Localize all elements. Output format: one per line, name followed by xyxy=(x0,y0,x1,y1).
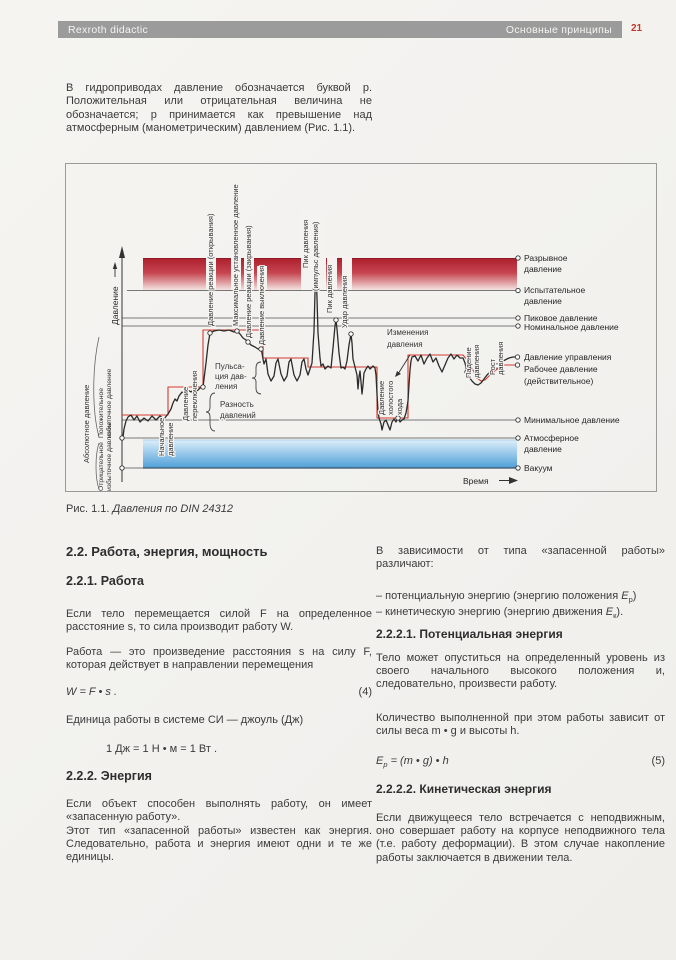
label-reaction-open: Давление реакции (открывания) xyxy=(206,213,215,326)
label-pulsation-2: ция дав- xyxy=(215,372,247,381)
heading-2-2-2-2: 2.2.2.2. Кинетическая энергия xyxy=(376,782,552,796)
energy-paragraph-1: Если объект способен выполнять работу, он имеет «запасенную работу». xyxy=(66,798,372,824)
formula-4-row xyxy=(66,686,372,699)
label-vacuum: Вакуум xyxy=(524,463,553,473)
kinetic-paragraph: Если движущееся тело встречается с неподвижным, оно совершает работу на корпусе неподвижного тела (т.е. работу деформации). В этом случае накопление работы заключается в движении тела. xyxy=(376,812,665,864)
label-pulsation-3: ления xyxy=(215,382,238,391)
x-axis-label: Время xyxy=(463,476,489,486)
energy-types-list xyxy=(376,590,665,623)
list-item-potential: – потенциальную энергию (энергию положения $E_р$) xyxy=(376,590,637,605)
time-axis xyxy=(499,477,518,484)
header-section-title: Основные принципы xyxy=(505,23,612,36)
formula-5: $E_р = (m$ • g) • h xyxy=(376,755,449,770)
stored-work-paragraph: В зависимости от типа «запасенной работы» различают: xyxy=(376,545,665,571)
vacuum-band xyxy=(143,440,517,468)
label-difference-1: Разность xyxy=(220,400,254,409)
label-initial-1: Начальное xyxy=(157,417,166,456)
label-absolute-pressure: Абсолютное давление xyxy=(82,384,91,463)
difference-brace xyxy=(206,393,215,431)
work-paragraph-3: Единица работы в системе СИ — джоуль (Дж) xyxy=(66,714,304,726)
formula-4-number: (4) xyxy=(358,686,372,698)
label-pulsation-1: Пульса- xyxy=(215,362,245,371)
header-brand: Rexroth didactic xyxy=(68,23,149,36)
pulsation-brace xyxy=(252,362,261,394)
label-initial-2: давление xyxy=(166,422,175,456)
label-positive-1: Положительное xyxy=(98,387,105,438)
joule-formula: 1 Дж = 1 Н • м = 1 Вт . xyxy=(106,743,217,755)
label-test-1: Испытательное xyxy=(524,285,586,295)
page-number: 21 xyxy=(631,23,643,34)
label-peak-impulse-1: Пик давления xyxy=(301,219,310,268)
heading-2-2: 2.2. Работа, энергия, мощность xyxy=(66,544,268,559)
label-switching-2: переключения xyxy=(190,370,199,421)
caption-title: Давления по DIN 24312 xyxy=(112,503,233,515)
label-idle-1: Давление xyxy=(377,380,386,415)
label-fall-1: Падение xyxy=(464,347,473,378)
label-difference-2: давлений xyxy=(220,411,256,420)
label-rise-1: Рост xyxy=(488,358,497,375)
heading-2-2-2-1: 2.2.2.1. Потенциальная энергия xyxy=(376,627,563,641)
energy-paragraph-2: Этот тип «запасенной работы» известен как энергия. Следовательно, работа и энергия имеют одни и те же единицы. xyxy=(66,825,372,864)
label-peak-level: Пиковое давление xyxy=(524,313,598,323)
formula-4: W = F • s . xyxy=(66,686,118,698)
formula-5-number: (5) xyxy=(651,755,665,767)
figure-caption xyxy=(66,503,233,515)
label-max-set: Максимальное установленное давление xyxy=(231,184,240,326)
label-idle-3: хода xyxy=(395,398,404,415)
pressure-diagram-figure xyxy=(65,163,657,492)
label-changes-2: давления xyxy=(387,340,423,349)
page-header-bar xyxy=(58,21,622,38)
label-shock: Удар давления xyxy=(340,275,349,328)
label-rise-2: давления xyxy=(496,341,505,375)
pressure-diagram-svg xyxy=(65,163,657,492)
work-paragraph-1: Если тело перемещается силой F на определенное расстояние s, то сила производит работу W. xyxy=(66,608,372,634)
label-working-2: (действительное) xyxy=(524,376,594,386)
intro-paragraph: В гидроприводах давление обозначается буквой p. Положительная или отрицательная величина не обозначается; p принимается как превышение над атмосферным (манометрическим) давлением (Рис. 1.1). xyxy=(66,82,372,135)
label-negative-2: избыточное давление xyxy=(106,421,113,491)
label-peak: Пик давления xyxy=(325,264,334,313)
work-paragraph-2: Работа — это произведение расстояния s на силу F, которая действует в направлении перемещения xyxy=(66,646,372,672)
label-positive-2: избыточное давление xyxy=(106,368,113,438)
label-nominal: Номинальное давление xyxy=(524,322,619,332)
label-test-2: давление xyxy=(524,296,562,306)
potential-paragraph-2: Количество выполненной при этом работы зависит от силы веса m • g и высоты h. xyxy=(376,712,665,738)
label-switching-1: Давление xyxy=(181,386,190,421)
label-idle-2: холостого xyxy=(386,380,395,415)
label-negative-1: Отрицательное xyxy=(98,442,105,491)
label-switch-off: Давление выключения xyxy=(257,265,266,345)
label-burst-1: Разрывное xyxy=(524,253,568,263)
label-minimal: Минимальное давление xyxy=(524,415,620,425)
y-axis-label: Давление xyxy=(110,286,120,325)
label-peak-impulse-2: (импульс давления) xyxy=(311,221,320,291)
heading-2-2-2: 2.2.2. Энергия xyxy=(66,769,152,783)
formula-5-row xyxy=(376,755,665,771)
heading-2-2-1: 2.2.1. Работа xyxy=(66,574,144,588)
caption-prefix: Рис. 1.1. xyxy=(66,503,113,515)
label-reaction-close: Давление реакции (закрывания) xyxy=(244,225,253,338)
potential-paragraph-1: Тело может опуститься на определенный уровень из своего начального высокого положения и, следовательно, произвести работу. xyxy=(376,652,665,691)
pressure-axis xyxy=(113,246,125,482)
label-atmospheric-1: Атмосферное xyxy=(524,433,579,443)
label-working-1: Рабочее давление xyxy=(524,364,598,374)
label-changes-1: Изменения xyxy=(387,328,429,337)
label-burst-2: давление xyxy=(524,264,562,274)
label-control: Давление управления xyxy=(524,352,612,362)
list-item-kinetic: – кинетическую энергию (энергию движения $E_к$). xyxy=(376,606,624,621)
label-fall-2: давления xyxy=(472,344,481,378)
label-atmospheric-2: давление xyxy=(524,444,562,454)
